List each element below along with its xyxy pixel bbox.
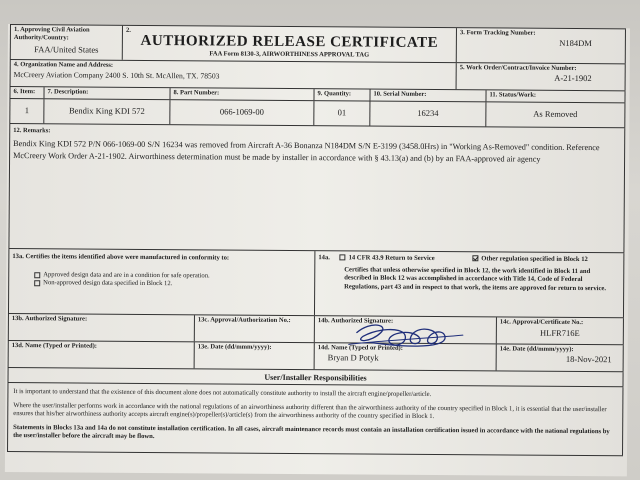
block-14a-option-1: 14 CFR 43.9 Return to Service xyxy=(348,254,435,262)
block-2 xyxy=(122,26,456,62)
certificate-sheet xyxy=(5,24,630,476)
status-header-label: 11. Status/Work: xyxy=(489,91,537,99)
block-2-label: 2. xyxy=(125,26,131,34)
quantity-value: 01 xyxy=(337,107,347,118)
block-14e-value: 18-Nov-2021 xyxy=(565,353,612,364)
block-1-value: FAA/United States xyxy=(34,44,99,55)
block-14d-label: 14d. Name (Typed or Printed): xyxy=(317,344,403,352)
part-number-value: 066-1069-00 xyxy=(219,106,264,117)
block-14a-label: 14a. xyxy=(318,254,330,262)
block-14e xyxy=(496,344,624,371)
serial-number-header xyxy=(369,90,485,102)
responsibilities-title: User/Installer Responsibilities xyxy=(264,372,367,383)
block-13b xyxy=(8,314,194,341)
block-14a xyxy=(314,251,624,317)
header-row xyxy=(10,25,626,64)
block-14c-label: 14c. Approval/Certificate No.: xyxy=(499,318,584,327)
block-5-value: A-21-1902 xyxy=(554,72,592,83)
description-header-label: 7. Description: xyxy=(47,88,89,96)
quantity-header-label: 9. Quantity: xyxy=(317,90,352,98)
block-13a-option-2 xyxy=(34,280,311,290)
description-value: Bendix King KDI 572 xyxy=(68,105,145,116)
block-14e-label: 14e. Date (dd/mmm/yyyy): xyxy=(499,345,574,353)
block-13a-label: 13a. Certifies the items identified above were manufactured in conformity to: xyxy=(12,253,230,262)
status-value: As Removed xyxy=(533,108,578,119)
option-1-text: Approved design data and are in a condition for safe operation. xyxy=(43,271,210,280)
block-5-label: 5. Work Order/Contract/Invoice Number: xyxy=(459,64,577,72)
block-13e-label: 13e. Date (dd/mmm/yyyy): xyxy=(197,343,272,351)
block-13c-label: 13c. Approval/Authorization No.: xyxy=(197,316,291,324)
form-grid xyxy=(7,24,626,456)
description-header xyxy=(43,87,169,99)
block-14c xyxy=(496,317,624,344)
form-title: AUTHORIZED RELEASE CERTIFICATE xyxy=(140,32,439,52)
block-13e xyxy=(194,342,314,369)
block-13d xyxy=(8,341,194,368)
organization-row xyxy=(10,60,626,91)
option-2-text: Non-approved design data specified in Block 12. xyxy=(43,279,173,288)
block-13b-label: 13b. Authorized Signature: xyxy=(11,315,88,323)
block-13a xyxy=(8,249,314,315)
block-4-value: McCreery Aviation Company 2400 S. 10th St. McAllen, TX. 78503 xyxy=(13,69,220,80)
item-cell xyxy=(9,99,43,123)
block-3 xyxy=(456,28,626,63)
block-1-label: 1. Approving Civil Aviation Authority/Country: xyxy=(13,26,90,41)
part-number-header-label: 8. Part Number: xyxy=(173,89,220,97)
responsibilities-paragraph-3: Statements in Blocks 13a and 14a do not constitute installation certification. In all cases, aircraft maintenance records must contain an installation certification issued in accordance with the national regulations by the user/installer before the aircraft may be flown. xyxy=(13,424,610,441)
item-value: 1 xyxy=(24,105,30,116)
certification-row xyxy=(8,249,624,318)
block-3-label: 3. Form Tracking Number: xyxy=(459,29,536,37)
block-14a-text: Certifies that unless otherwise specified in Block 12, the work identified in Block 11 and described in Block 12 was accomplished in accordance with Title 14, Code of Federal Regulations, part 43 and in respect to that work, the items are approved for return to service. xyxy=(344,266,607,292)
status-cell xyxy=(485,102,625,127)
block-14a-option-2: Other regulation specified in Block 12 xyxy=(481,255,588,264)
serial-number-header-label: 10. Serial Number: xyxy=(373,90,427,98)
name-row xyxy=(8,341,624,372)
signature-row xyxy=(8,314,624,345)
responsibilities-row xyxy=(7,383,623,456)
status-header xyxy=(485,90,625,102)
checkbox-approved-design[interactable] xyxy=(34,272,40,278)
handwritten-signature xyxy=(341,318,471,353)
responsibilities-paragraph-2: Where the user/installer performs work in accordance with the national regulations of an airworthiness authority different than the airworthiness authority of the country specified in Block 1, it is essential that the user/installer ensures that his/her airworthiness authority accepts aircraft engine(s)/propeller(s)/article(s) from the airworthiness authority of the country specified in Block 1. xyxy=(13,402,607,420)
description-cell xyxy=(43,99,169,124)
responsibilities-text-cell xyxy=(7,383,623,455)
serial-number-cell xyxy=(369,102,485,127)
block-14d-value: Bryan D Potyk xyxy=(327,351,379,363)
block-5 xyxy=(456,63,626,90)
block-4 xyxy=(10,60,456,89)
quantity-cell xyxy=(313,101,369,125)
block-12 xyxy=(8,124,625,252)
part-number-cell xyxy=(169,100,313,125)
block-14a-options xyxy=(318,254,620,264)
quantity-header xyxy=(313,89,369,100)
checkbox-43-9[interactable] xyxy=(340,255,346,261)
serial-number-value: 16234 xyxy=(417,107,439,119)
block-1 xyxy=(10,25,122,60)
block-14b-label: 14b. Authorized Signature: xyxy=(317,317,394,325)
remarks-text: Bendix King KDI 572 P/N 066-1069-00 S/N 16234 was removed from Aircraft A-36 Bonanza N184DM S/N E-3199 (3458.0Hrs) in "Working As-Removed" condition. Reference McCreery Work Order A-21-1902. Airworthiness determination must be made by installer in accordance with § 43.13(a) and (b) by an FAA-approved air agency xyxy=(13,138,600,164)
form-subtitle: FAA Form 8130-3, AIRWORTHINESS APPROVAL TAG xyxy=(209,50,370,59)
checkbox-non-approved-design[interactable] xyxy=(34,280,40,286)
checkbox-other-regulation[interactable] xyxy=(472,256,478,262)
remarks-row xyxy=(8,124,625,253)
item-header xyxy=(9,87,43,98)
block-14c-value: HLFR716E xyxy=(539,327,580,338)
responsibilities-paragraph-1: It is important to understand that the existence of this document alone does not automatically constitute authority to install the aircraft engine/propeller/article. xyxy=(13,388,432,398)
block-13d-label: 13d. Name (Typed or Printed): xyxy=(11,342,97,350)
block-4-label: 4. Organization Name and Address: xyxy=(13,61,114,69)
block-3-value: N184DM xyxy=(559,37,592,48)
item-header-label: 6. Item: xyxy=(13,88,36,96)
block-13c xyxy=(194,315,314,342)
remarks-label: 12. Remarks: xyxy=(13,127,51,135)
part-number-header xyxy=(169,88,313,100)
